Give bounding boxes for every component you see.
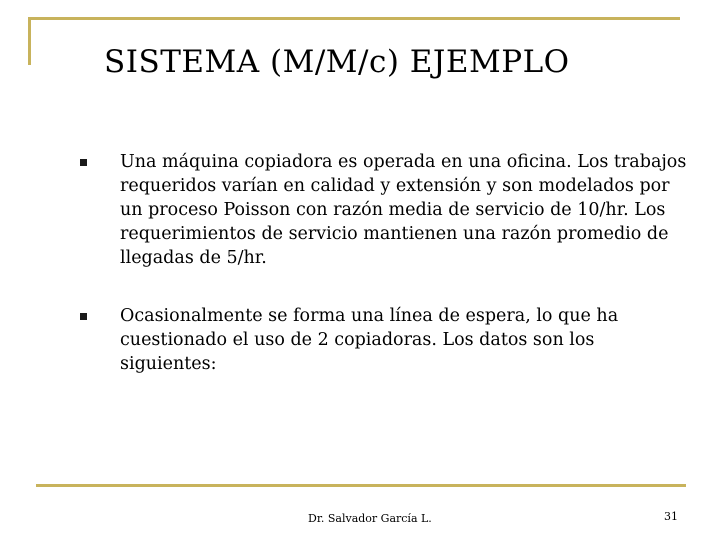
square-bullet-icon bbox=[80, 159, 87, 166]
page-number: 31 bbox=[664, 510, 678, 523]
decorative-frame-top-line bbox=[28, 17, 680, 20]
slide-title: SISTEMA (M/M/c) EJEMPLO bbox=[104, 44, 570, 80]
footer-author: Dr. Salvador García L. bbox=[308, 512, 432, 525]
decorative-footer-line bbox=[36, 484, 686, 487]
bullet-text: Una máquina copiadora es operada en una oficina. Los trabajos requeridos varían en calidad y extensión y son modelados por un proceso Poisson con razón media de servicio de 10/hr. Los requerimientos de servicio mantienen una razón promedio de llegadas de 5/hr. bbox=[120, 152, 687, 268]
bullet-item-waiting-line bbox=[80, 304, 692, 376]
bullet-text: Ocasionalmente se forma una línea de espera, lo que ha cuestionado el uso de 2 copiadoras. Los datos son los siguientes: bbox=[120, 306, 619, 374]
square-bullet-icon bbox=[80, 313, 87, 320]
decorative-frame-left-line bbox=[28, 17, 31, 65]
bullet-list bbox=[80, 150, 692, 410]
bullet-item-copier-description bbox=[80, 150, 692, 270]
